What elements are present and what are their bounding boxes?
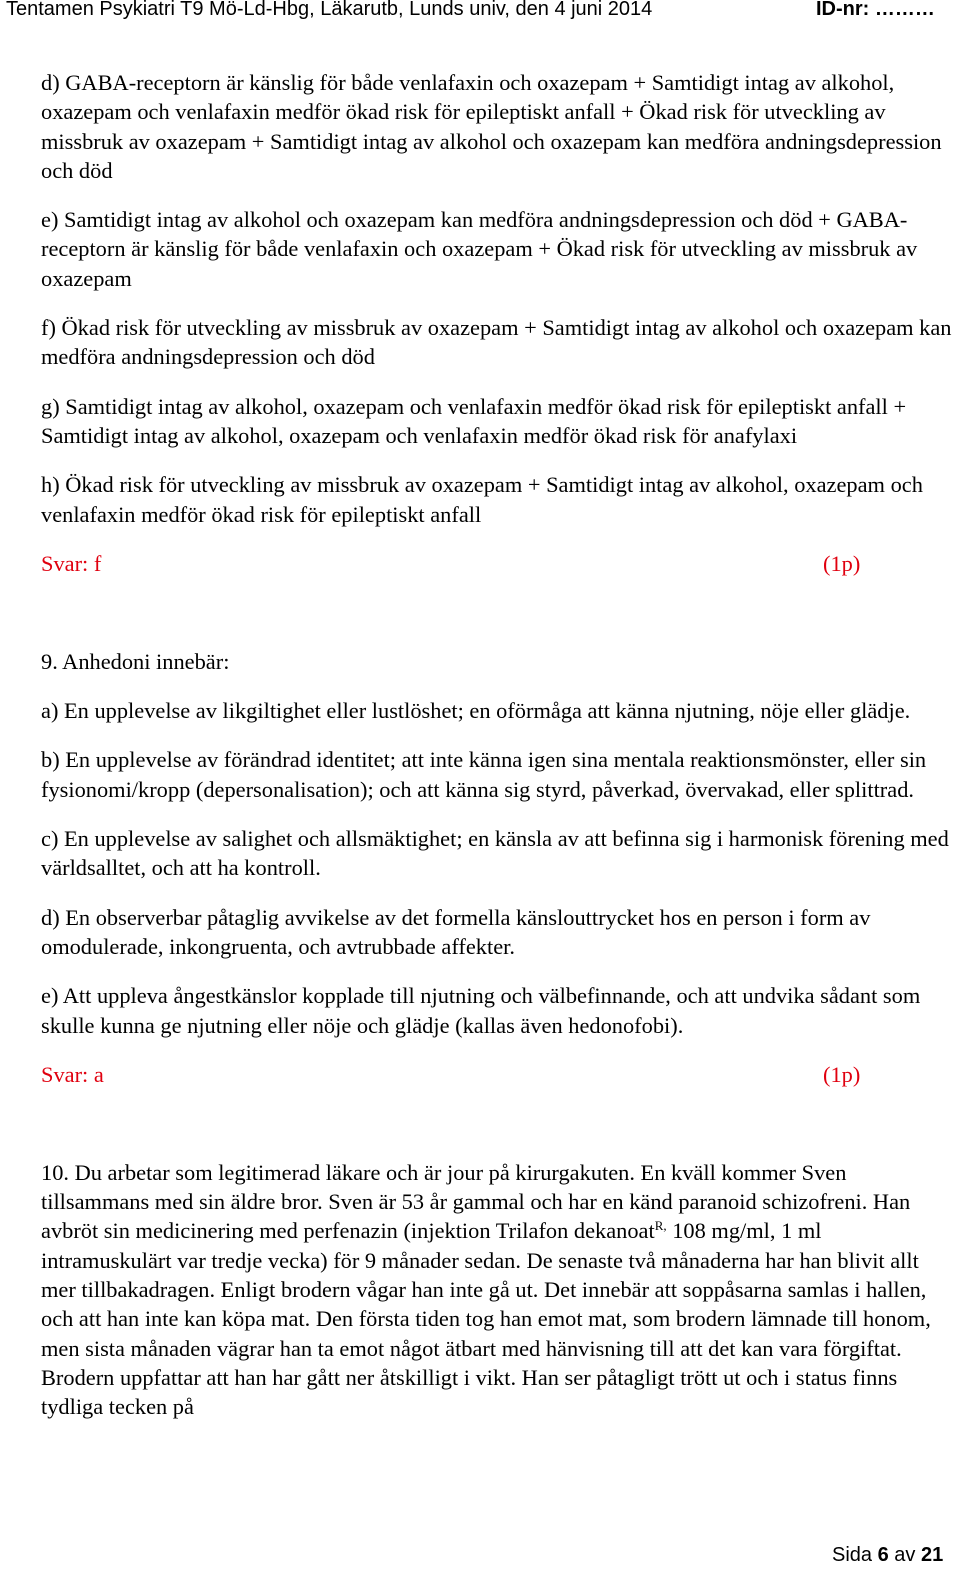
- q8-option-f: f) Ökad risk för utveckling av missbruk av oxazepam + Samtidigt intag av alkohol och oxazepam kan medföra andningsdepression och död: [41, 315, 952, 370]
- q10-registered-mark: R,: [654, 1218, 667, 1234]
- q8-points: (1p): [823, 550, 861, 576]
- id-number-label: ID-nr: ………: [816, 0, 935, 20]
- q9-option-b: b) En upplevelse av förändrad identitet; att inte känna igen sina mentala reaktionsmönster, eller sin fysionomi/kropp (depersonalisation); och att känna sig styrd, påverkad, övervakad, eller splittrad.: [41, 747, 927, 802]
- q9-points: (1p): [823, 1061, 861, 1087]
- page-header: [0, 0, 960, 24]
- q9-option-a: a) En upplevelse av likgiltighet eller lustlöshet; en oförmåga att känna njutning, nöje eller glädje.: [41, 698, 911, 724]
- q9-option-c: c) En upplevelse av salighet och allsmäktighet; en känsla av att befinna sig i harmonisk förening med världsalltet, och att ha kontroll.: [41, 826, 949, 881]
- q9-question: 9. Anhedoni innebär:: [41, 648, 230, 674]
- q10-text-part1: 10. Du arbetar som legitimerad läkare och är jour på kirurgakuten. En kväll kommer Sven tillsammans med sin äldre bror. Sven är 53 år gammal och har en känd paranoid schizofreni. Han avbröt sin medicinering med perfenazin (injektion Trilafon dekanoat: [41, 1159, 911, 1244]
- q9-answer-row: [41, 1060, 953, 1090]
- q8-option-g: g) Samtidigt intag av alkohol, oxazepam och venlafaxin medför ökad risk för epileptiskt anfall + Samtidigt intag av alkohol, oxazepam och venlafaxin medför ökad risk för anafylaxi: [41, 393, 907, 448]
- q10-text-part2: 108 mg/ml, 1 ml intramuskulärt var tredje vecka) för 9 månader sedan. De senaste två månaderna har han blivit allt mer tillbakadragen. Enligt brodern vågar han inte gå ut. Det innebär att soppåsarna samlas i hallen, och att han inte kan köpa mat. Den första tiden tog han emot mat, som brodern lämnade till honom, men sista månaden vägrar han ta emot något ätbart med hänvisning till att det kan vara förgiftat. Brodern uppfattar att han har gått ner åtskilligt i vikt. Han ser påtagligt trött ut och i status finns tydliga tecken på: [41, 1218, 931, 1420]
- page-footer: [832, 1544, 943, 1567]
- q8-option-d: d) GABA-receptorn är känslig för både venlafaxin och oxazepam + Samtidigt intag av alkohol, oxazepam och venlafaxin medför ökad risk för epileptiskt anfall + Ökad risk för utveckling av missbruk av oxazepam + Samtidigt intag av alkohol och oxazepam kan medföra andningsdepression och död: [41, 70, 942, 183]
- q8-option-e: e) Samtidigt intag av alkohol och oxazepam kan medföra andningsdepression och död + GABA-receptorn är känslig för både venlafaxin och oxazepam + Ökad risk för utveckling av missbruk av oxazepam: [41, 207, 918, 291]
- footer-av-label: av: [888, 1544, 921, 1566]
- footer-total-pages: 21: [920, 1544, 944, 1566]
- q8-answer: Svar: f: [41, 550, 102, 576]
- footer-sida-label: Sida: [832, 1544, 878, 1566]
- page-content: [41, 68, 953, 1442]
- exam-title: Tentamen Psykiatri T9 Mö-Ld-Hbg, Läkarutb, Lunds univ, den 4 juni 2014: [6, 0, 653, 20]
- q8-option-h: h) Ökad risk för utveckling av missbruk av oxazepam + Samtidigt intag av alkohol, oxazepam och venlafaxin medför ökad risk för epileptiskt anfall: [41, 472, 923, 527]
- footer-page-number: 6: [877, 1544, 889, 1566]
- q9-option-e: e) Att uppleva ångestkänslor kopplade till njutning och välbefinnande, och att undvika sådant som skulle kunna ge njutning eller nöje och glädje (kallas även hedonofobi).: [41, 983, 921, 1038]
- q8-answer-row: [41, 549, 953, 579]
- q9-option-d: d) En observerbar påtaglig avvikelse av det formella känslouttrycket hos en person i form av omodulerade, inkongruenta, och avtrubbade affekter.: [41, 904, 871, 959]
- q10-case-text: [41, 1158, 953, 1422]
- q9-answer: Svar: a: [41, 1061, 104, 1087]
